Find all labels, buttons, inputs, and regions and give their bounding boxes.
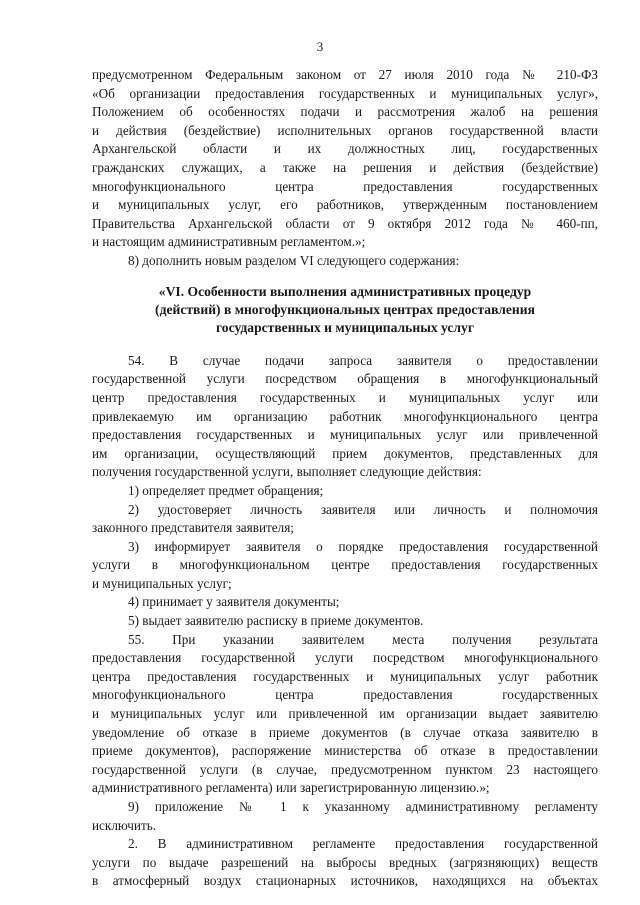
heading-line: «VI. Особенности выполнения административных процедур [158,283,532,299]
text-line: государственной услуги (в случае, предусмотренном пунктом 23 настоящего [92,761,598,777]
text-line: услуги по выдаче разрешений на выбросы вредных (загрязняющих) веществ [92,854,598,870]
text-line: услуги в многофункциональном центре предоставления государственных [92,557,598,573]
list-item: 4) принимает у заявителя документы; [128,594,340,610]
text-line: центра предоставления государственных и муниципальных услуг работник [92,668,598,684]
list-item: 1) определяет предмет обращения; [128,482,324,498]
item-9 [92,798,598,835]
heading-line: (действий) в многофункциональных центрах предоставления [155,301,535,317]
text-line: «Об организации предоставления государственных и муниципальных услуг», [92,85,598,101]
page-number: 3 [316,39,324,54]
text-line: уведомление об отказе в приеме документов (в случае отказа заявителю в [92,724,598,740]
text-line: многофункционального центра предоставления государственных [92,687,598,703]
text-line: государственной услуги посредством обращения в многофункциональный [92,371,598,387]
text-line: получения государственной услуги, выполняет следующие действия: [92,464,482,480]
text-line: предоставления государственных и муниципальных услуг или привлеченной [92,427,598,443]
text-line: 55. При указании заявителем места получения результата [128,631,598,647]
text-line: 2) удостоверяет личность заявителя или личность и полномочия [128,501,598,517]
text-line: предоставления государственной услуги посредством многофункционального [92,650,598,666]
text-line: привлекаемую им организацию работник многофункционального центра [92,408,598,424]
section-heading [92,283,598,338]
text-line: им организации, осуществляющий прием документов, представленных для [92,445,598,461]
text-line: предусмотренном Федеральным законом от 27 июля 2010 года № 210-ФЗ [92,67,598,82]
document-body [92,66,598,891]
text-line: и муниципальных услуг; [92,575,232,591]
text-line: 9) приложение № 1 к указанному административному регламенту [128,799,598,814]
text-line: Положением об особенностях подачи и рассмотрения жалоб на решения [92,104,598,120]
intro-paragraph [92,66,598,252]
item-2 [92,835,598,891]
text-line: приеме документов), распоряжение министерства об отказе в предоставлении [92,743,598,759]
paragraph-54 [92,352,598,482]
text-line: административного регламента) или зарегистрированную лицензию.»; [92,780,490,796]
text-line: и настоящим административным регламентом.»; [92,234,366,250]
heading-line: государственных и муниципальных услуг [215,320,475,336]
text-line: исключить. [92,817,157,833]
text-line: 54. В случае подачи запроса заявителя о предоставлении [128,352,598,368]
text-line: в атмосферный воздух стационарных источников, находящихся на объектах [92,873,598,889]
text-line: законного представителя заявителя; [92,520,294,536]
text-line: 2. В административном регламенте предоставления государственной [128,836,598,852]
text-line: Архангельской области и их должностных лиц, государственных [92,141,598,157]
list-item [92,501,598,538]
list-item [92,538,598,594]
text-line: многофункционального центра предоставления государственных [92,178,598,194]
text-line: центр предоставления государственных и муниципальных услуг или [92,389,598,405]
text-line: и муниципальных услуг или привлеченной им организации выдает заявителю [92,706,598,722]
item-8: 8) дополнить новым разделом VI следующего содержания: [128,252,460,268]
list-item: 5) выдает заявителю расписку в приеме документов. [128,613,424,629]
text-line: гражданских служащих, а также на решения и действия (бездействие) [92,159,598,175]
text-line: 3) информирует заявителя о порядке предоставления государственной [128,538,598,554]
text-line: Правительства Архангельской области от 9 октября 2012 года № 460-пп, [92,215,598,231]
text-line: и действия (бездействие) исполнительных органов государственной власти [92,122,598,138]
text-line: и муниципальных услуг, его работников, утвержденным постановлением [92,197,598,213]
paragraph-55 [92,631,598,798]
